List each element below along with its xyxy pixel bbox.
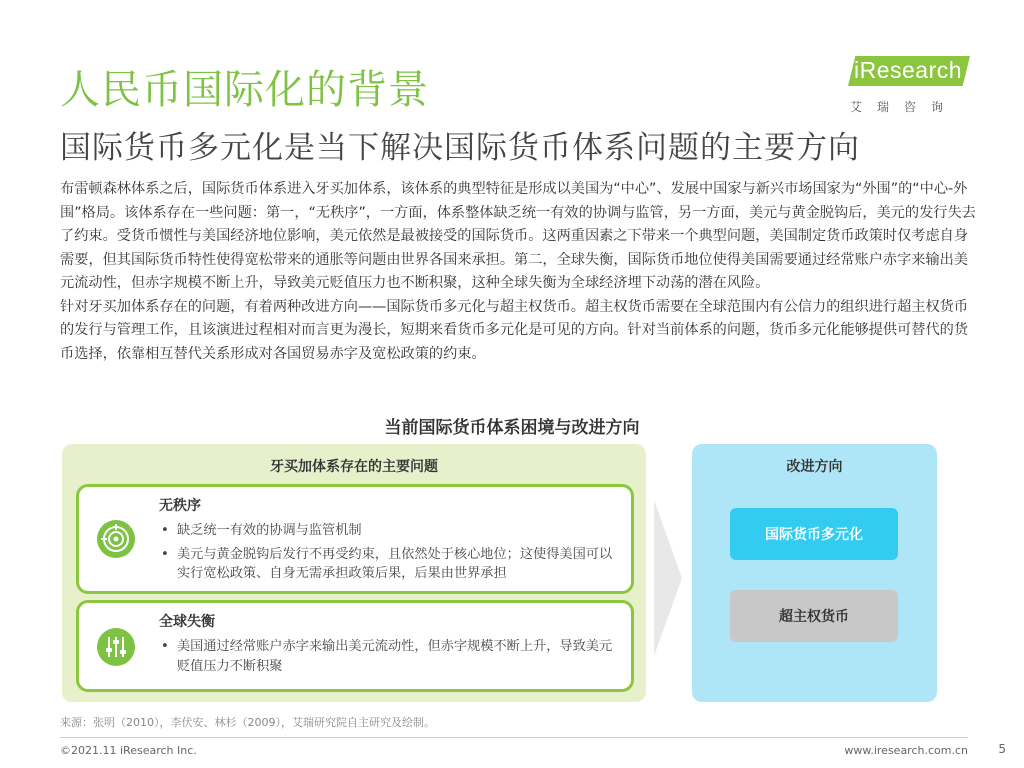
target-icon <box>97 520 135 558</box>
iresearch-logo <box>848 54 972 114</box>
diagram-title: 当前国际货币体系困境与改进方向 <box>384 418 640 438</box>
list-item: • 美元与黄金脱钩后发行不再受约束，且依然处于核心地位；这使得美国可以实行宽松政策、自身无需承担政策后果，后果由世界承担 <box>159 545 619 584</box>
directions-panel <box>692 444 937 702</box>
issue-list-disorder <box>159 521 619 588</box>
direction-diversification: 国际货币多元化 <box>730 508 898 560</box>
problems-panel <box>62 444 646 702</box>
source-note: 来源：张明（2010），李伏安、林杉（2009），艾瑞研究院自主研究及绘制。 <box>60 716 435 729</box>
page-subtitle: 国际货币多元化是当下解决国际货币体系问题的主要方向 <box>60 130 860 166</box>
body-paragraph-1: 布雷顿森林体系之后，国际货币体系进入牙买加体系，该体系的典型特征是形成以美国为“中心”、发展中国家与新兴市场国家为“外围”的“中心-外围”格局。该体系存在一些问题：第一，“无秩序”，一方面，体系整体缺乏统一有效的协调与监管，另一方面，美元与黄金脱钩后，美元的发行失去了约束。受货币惯性与美国经济地位影响，美元依然是最被接受的国际货币。这两重因素之下带来一个典型问题，美国制定货币政策时仅考虑自身需要，但其国际货币特性使得宽松带来的通胀等问题由世界各国来承担。第二，全球失衡，国际货币地位使得美国需要通过经常账户赤字来输出美元流动性，但赤字规模不断上升，导致美元贬值压力也不断积聚，这种全球失衡为全球经济埋下动荡的潜在风险。 <box>60 181 976 291</box>
logo-cn-text: 艾瑞咨询 <box>850 100 959 114</box>
copyright: ©2021.11 iResearch Inc. <box>60 744 197 757</box>
issue-box-imbalance <box>76 600 634 692</box>
logo-text: iResearch <box>854 57 963 83</box>
issue-title-disorder: 无秩序 <box>159 498 201 514</box>
sliders-icon <box>97 628 135 666</box>
body-paragraph-2: 针对牙买加体系存在的问题，有着两种改进方向——国际货币多元化与超主权货币。超主权货币需要在全球范围内有公信力的组织进行超主权货币的发行与管理工作，且该演进过程相对而言更为漫长，短期来看货币多元化是可见的方向。针对当前体系的问题，货币多元化能够提供可替代的货币选择，依靠相互替代关系形成对各国贸易赤字及宽松政策的约束。 <box>60 298 969 362</box>
list-item: • 美国通过经常账户赤字来输出美元流动性，但赤字规模不断上升，导致美元贬值压力不断积聚 <box>159 637 619 676</box>
problems-header: 牙买加体系存在的主要问题 <box>270 459 438 475</box>
website-link[interactable]: www.iresearch.com.cn <box>844 744 968 757</box>
right-arrow-icon <box>654 500 682 656</box>
list-item: • 缺乏统一有效的协调与监管机制 <box>159 521 619 541</box>
footer-divider <box>60 737 968 738</box>
directions-header: 改进方向 <box>786 459 843 475</box>
issue-box-disorder <box>76 484 634 594</box>
direction-supranational-currency: 超主权货币 <box>730 590 898 642</box>
issue-title-imbalance: 全球失衡 <box>159 614 215 630</box>
page-title: 人民币国际化的背景 <box>60 67 429 113</box>
page-number: 5 <box>998 742 1006 756</box>
issue-list-imbalance <box>159 637 619 680</box>
body-text <box>60 178 980 366</box>
